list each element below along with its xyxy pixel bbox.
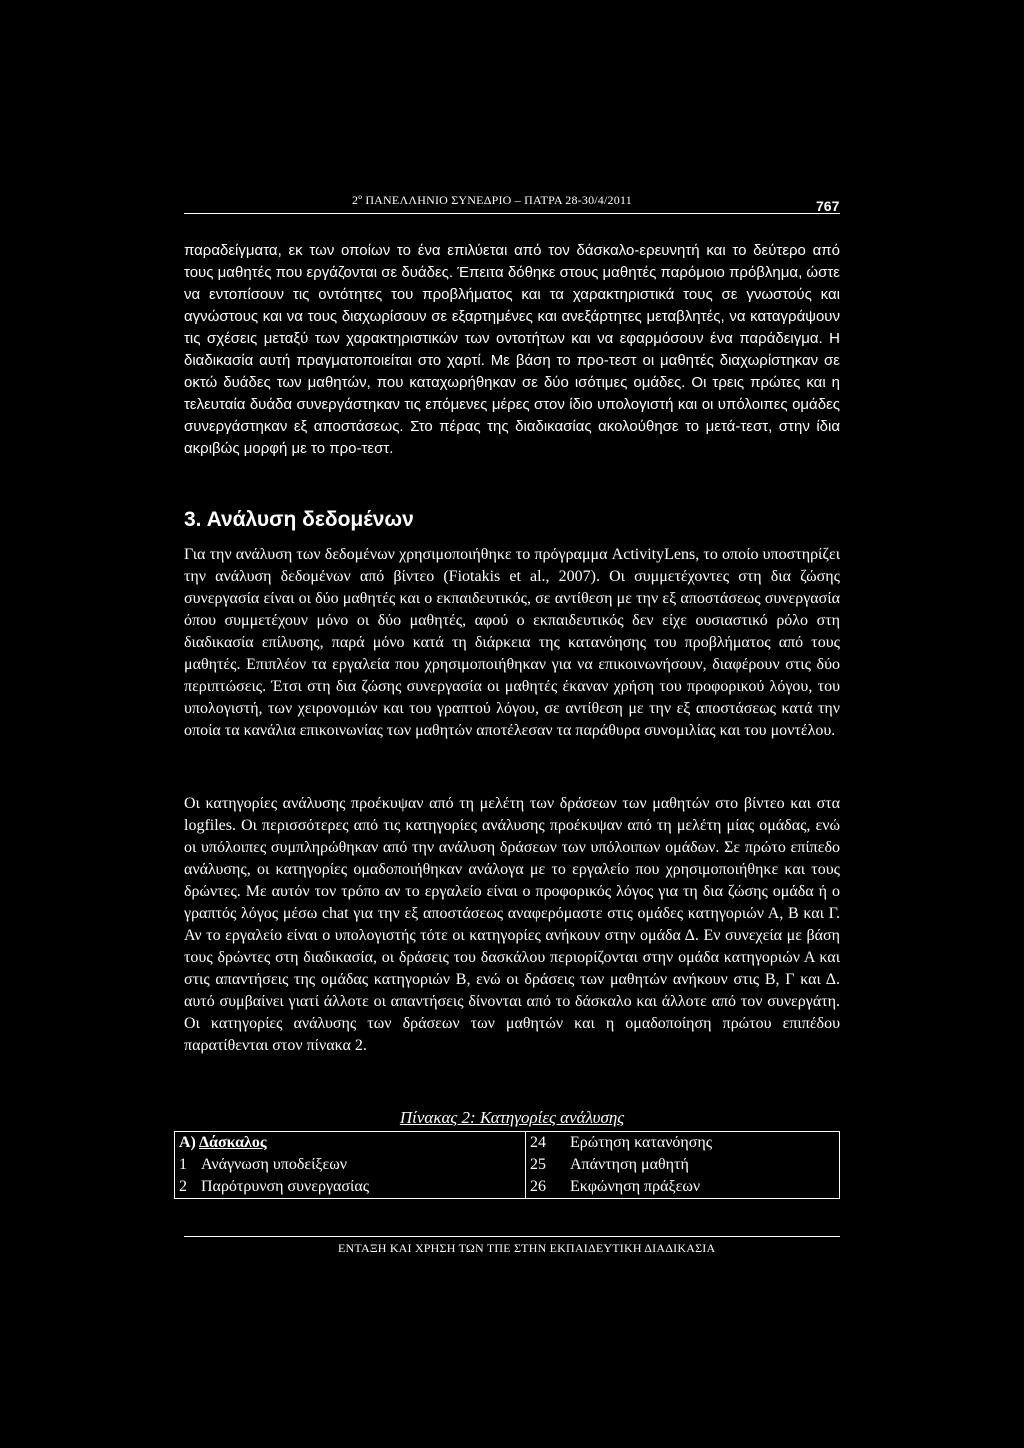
- table-cell-num: 2: [175, 1176, 198, 1199]
- paragraph-data-analysis: Για την ανάλυση των δεδομένων χρησιμοποιήθηκε το πρόγραμμα ActivityLens, το οποίο υποστηρίζει την ανάλυση δεδομένων από βίντεο (Fiotakis et al., 2007). Οι συμμετέχοντες στη δια ζώσης συνεργασία είναι οι δύο μαθητές και ο εκπαιδευτικός, σε αντίθεση με την εξ αποστάσεως συνεργασία όπου συμμετέχουν μόνο οι δύο μαθητές, αφού ο εκπαιδευτικός δεν είχε ουσιαστικό ρόλο στη διαδικασία επίλυσης, παρά μόνο κατά τη διάρκεια της κατανόησης του προβλήματος από τους μαθητές. Επιπλέον τα εργαλεία που χρησιμοποιήθηκαν για να επικοινωνήσουν, διαφέρουν στις δύο περιπτώσεις. Έτσι στη δια ζώσης συνεργασία οι μαθητές έκαναν χρήση του προφορικού λόγου, του υπολογιστή, των χειρονομιών και του γραπτού λόγου, σε αντίθεση με την εξ αποστάσεως κατά την οποία τα κανάλια επικοινωνίας των μαθητών αποτέλεσαν τα παράθυρα συνομιλίας και του μοντέλου.: [184, 546, 840, 739]
- table-cell-num: 25: [526, 1154, 567, 1176]
- table-cell-label: Ανάγνωση υποδείξεων: [197, 1154, 526, 1176]
- paragraph-analysis-categories: Οι κατηγορίες ανάλυσης προέκυψαν από τη μελέτη των δράσεων των μαθητών στο βίντεο και στα logfiles. Οι περισσότερες από τις κατηγορίες ανάλυσης προέκυψαν από τη μελέτη μίας ομάδας, ενώ οι υπόλοιπες συμπληρώθηκαν από την ανάλυση δράσεων των υπόλοιπων ομάδων. Σε πρώτο επίπεδο ανάλυσης, οι κατηγορίες ομαδοποιήθηκαν ανάλογα με το εργαλείο που χρησιμοποιήθηκε και τους δρώντες. Με αυτόν τον τρόπο αν το εργαλείο είναι ο προφορικός λόγος για τη δια ζώσης ομάδα ή ο γραπτός λόγος μέσω chat για την εξ αποστάσεως αναφερόμαστε στις ομάδες κατηγοριών Α, Β και Γ. Αν το εργαλείο είναι ο υπολογιστής τότε οι κατηγορίες ανήκουν στην ομάδα Δ. Εν συνεχεία με βάση τους δρώντες στη διαδικασία, οι δράσεις του δασκάλου περιορίζονται στην ομάδα κατηγοριών Α και στις απαντήσεις της ομάδας κατηγοριών Β, ενώ οι δράσεις των μαθητών ανήκουν στις Β, Γ και Δ. αυτό συμβαίνει γιατί άλλοτε οι απαντήσεις δίνονται από το δάσκαλο και άλλοτε από τον συνεργάτη. Οι κατηγορίες ανάλυσης των δράσεων των μαθητών και η ομαδοποίηση πρώτου επιπέδου παρατίθενται στον πίνακα 2.: [184, 795, 840, 1054]
- group-name: Δάσκαλος: [199, 1134, 267, 1151]
- table-cell-num: 24: [526, 1132, 567, 1155]
- table-cell-label: Απάντηση μαθητή: [566, 1154, 840, 1176]
- conference-title: 2º ΠΑΝΕΛΛΗΝΙΟ ΣΥΝΕΔΡΙΟ – ΠΑΤΡΑ 28-30/4/2011: [352, 193, 632, 207]
- table-row: [175, 1132, 840, 1155]
- table-cell-label: Εκφώνηση πράξεων: [566, 1176, 840, 1199]
- paragraph-method-procedure: παραδείγματα, εκ των οποίων το ένα επιλύεται από τον δάσκαλο-ερευνητή και το δεύτερο από τους μαθητές που εργάζονται σε δυάδες. Έπειτα δόθηκε στους μαθητές παρόμοιο πρόβλημα, ώστε να εντοπίσουν τις οντότητες του προβλήματος και τα χαρακτηριστικά τους σε γνωστούς και αγνώστους και να τους διαχωρίσουν σε εξαρτημένες και ανεξάρτητες μεταβλητές, να καταγράψουν τις σχέσεις μεταξύ των χαρακτηριστικών των οντοτήτων και να εφαρμόσουν ένα παράδειγμα. Η διαδικασία αυτή πραγματοποιείται στο χαρτί. Με βάση το προ-τεστ οι μαθητές διαχωρίστηκαν σε οκτώ δυάδες των μαθητών, που καταχωρήθηκαν σε δύο ισότιμες ομάδες. Οι τρεις πρώτες και η τελευταία δυάδα συνεργάστηκαν τις επόμενες μέρες στον ίδιο υπολογιστή και οι υπόλοιπες ομάδες συνεργάστηκαν εξ αποστάσεως. Στο πέρας της διαδικασίας ακολούθησε το μετά-τεστ, στην ίδια ακριβώς μορφή με το προ-τεστ.: [184, 242, 840, 457]
- table-caption: Πίνακας 2: Κατηγορίες ανάλυσης: [399, 1108, 625, 1127]
- page-footer: [184, 1236, 840, 1261]
- page-number: 767: [816, 198, 840, 214]
- page-header: [184, 193, 840, 214]
- group-prefix: Α): [179, 1134, 196, 1151]
- table-group-header: [175, 1132, 526, 1155]
- table-row: [175, 1176, 840, 1199]
- table-row: [175, 1154, 840, 1176]
- footer-text: ΕΝΤΑΞΗ ΚΑΙ ΧΡΗΣΗ ΤΩΝ ΤΠΕ ΣΤΗΝ ΕΚΠΑΙΔΕΥΤΙΚΗ ΔΙΑΔΙΚΑΣΙΑ: [338, 1241, 716, 1255]
- table-cell-label: Ερώτηση κατανόησης: [566, 1132, 840, 1155]
- categories-table: [174, 1131, 840, 1199]
- table-cell-num: 1: [175, 1154, 198, 1176]
- table-cell-num: 26: [526, 1176, 567, 1199]
- section-heading: 3. Ανάλυση δεδομένων: [184, 508, 414, 531]
- table-cell-label: Παρότρυνση συνεργασίας: [197, 1176, 526, 1199]
